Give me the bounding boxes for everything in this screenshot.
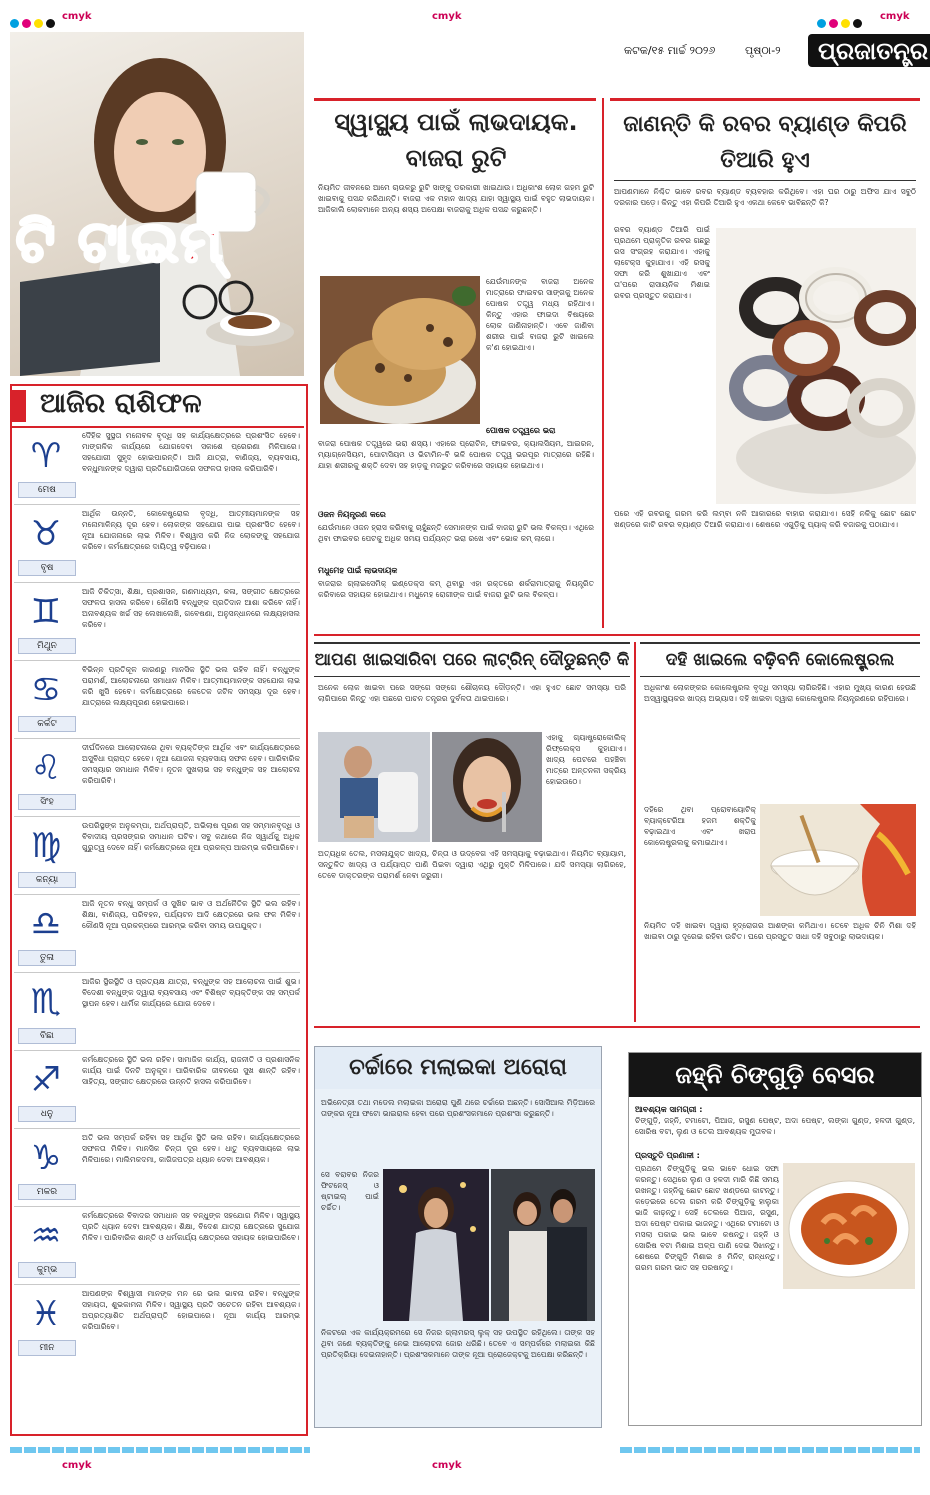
rubberband-top-rule [610,98,920,101]
cmyk-mark-bottom-center: cmyk [432,1460,462,1471]
prawn-ingredients: ଚିଙ୍ଗୁଡ଼ି, ଜହ୍ନି, ଟମାଟୋ, ପିଆଜ, ରସୁଣ ପେଷ୍ଟ, ଅଦା ପେଷ୍ଟ, ଲଙ୍କା ଗୁଣ୍ଡ, ହଳଦୀ ଗୁଣ୍ଡ, ସୋରିଷ ବଟା, ଲୁଣ ଓ ତେଲ ଆବଶ୍ୟକ ମୁତାବକ। [635,1116,915,1136]
malaika-photo-right [491,1169,595,1321]
curd-body: ନିୟମିତ ଦହି ଖାଇବା ଦ୍ୱାରା ହୃଦ୍ରୋଗର ଆଶଙ୍କା କମିଥାଏ। ତେବେ ଅଧିକ ଚିନି ମିଶା ଦହି ଖାଇବା ଠାରୁ ଦୂରେଇ ରହିବା ଉଚିତ। ଘରେ ପ୍ରସ୍ତୁତ ସାଧା ଦହି ସବୁଠାରୁ ଲାଭଦାୟକ। [644,921,916,941]
zodiac-row [14,506,302,582]
zodiac-separator [14,816,300,817]
zodiac-name: କୁମ୍ଭ [18,1262,76,1278]
zodiac-prediction: ଦୈହିକ ସୁସ୍ଥତା ମନୋବଳ ବୃଦ୍ଧି ସହ କାର୍ଯ୍ୟକ୍ଷେତ୍ରରେ ପ୍ରଶଂସିତ ହେବେ। ମାଙ୍ଗଳିକ କାର୍ଯ୍ୟରେ ଯୋଗଦେବା ସକାଶେ ପ୍ରେରଣା ମିଳିପାରେ। ସହଯୋଗୀ ସୁହୃଦ ହୋଇପାରନ୍ତି। ଆଜି ଯାତ୍ରା, ବାଣିଜ୍ୟ, ବ୍ୟବସାୟ, ବନ୍ଧୁମାନଙ୍କ ଦ୍ୱାରା ପ୍ରତିଯୋଗିତାରେ ସଫଳତା ହାସଲ କରିପାରିବି। [82,431,300,473]
scorpio-icon: ♏ [30,982,62,1022]
malaika-photo-left [383,1169,489,1321]
libra-icon: ♎ [30,904,62,944]
latrine-photo-right [432,732,542,842]
curd-title: ଦହି ଖାଇଲେ ବଢ଼ିବନି କୋଲେଷ୍ଟ୍ରଲ [665,650,895,670]
zodiac-row [14,974,302,1050]
bottom-color-bar-left [10,1447,310,1453]
zodiac-name: କନ୍ୟା [18,872,76,888]
rubberband-photo [716,228,916,504]
curd-bowl-illustration [760,804,916,916]
bajra-sub3-text: ବାଜରାର ଗ୍ଲାଇସେମିକ୍ ଇଣ୍ଡେକ୍ସ କମ୍ ଥିବାରୁ ଏହା ରକ୍ତରେ ଶର୍କରାମାତ୍ରାକୁ ନିୟନ୍ତ୍ରିତ କରିବାରେ ସହାୟକ ହୋଇଥାଏ। ମଧୁମେହ ରୋଗୀଙ୍କ ପାଇଁ ବାଜରା ରୁଟି ଭଲ ବିକଳ୍ପ। [318,579,594,599]
zodiac-row [14,1286,302,1362]
woman-with-cup-illustration [10,32,304,376]
gemini-icon: ♊ [30,592,62,632]
zodiac-row [14,584,302,660]
aquarius-icon: ♒ [30,1216,62,1256]
bajra-side-text: ଯେଉଁମାନଙ୍କ ବାଜରା ଅନେକ ମାତ୍ରାରେ ଫାଇବର ସାଙ୍ଗକୁ ଅନେକ ପୋଷକ ତତ୍ତ୍ୱ ମଧ୍ୟ ରହିଥାଏ। କିନ୍ତୁ ଏହାର ଫାଇଦା ବିଷୟରେ ଲୋକ ଜାଣିନାହାନ୍ତି। ଏବେ ଜାଣିବା ଶରୀର ପାଇଁ ବାଜରା ରୁଟି ଖାଇଲେ କ'ଣ ହୋଇଥାଏ। [486,277,594,352]
zodiac-separator [14,894,300,895]
divider-bajra-rubber [602,98,604,628]
cmyk-mark-top-center: cmyk [432,11,462,22]
rubberband-body: ପରେ ଏହି ରବରକୁ ଗରମ କରି ଲମ୍ବା ନଳି ଆକାରରେ ବାହାର କରାଯାଏ। ସେହି ନଳିକୁ ଛୋଟ ଛୋଟ ଖଣ୍ଡରେ କାଟି ରବର ବ୍ୟାଣ୍ଡ ତିଆରି କରାଯାଏ। ଶେଷରେ ଏଗୁଡ଼ିକୁ ପ୍ୟାକ୍ କରି ବଜାରକୁ ପଠାଯାଏ। [614,509,916,529]
dateline: କଟକ/୧୫ ମାର୍ଚ୍ଚ ୨୦୨୬ [624,44,716,57]
zodiac-separator [14,1284,300,1285]
sagittarius-icon: ♐ [30,1060,62,1100]
zodiac-prediction: କର୍ମକ୍ଷେତ୍ରରେ ବିବାଦର ସମାଧାନ ସହ ବନ୍ଧୁଙ୍କ ସହଯୋଗ ମିଳିବ। ସ୍ୱାସ୍ଥ୍ୟ ପ୍ରତି ଧ୍ୟାନ ଦେବା ଆବଶ୍ୟକ। ଶିକ୍ଷା, ବିଦେଶ ଯାତ୍ରା କ୍ଷେତ୍ରରେ ସୁଯୋଗ ମିଳିବ। ପାରିବାରିକ ଶାନ୍ତି ଓ ଧର୍ମକାର୍ଯ୍ୟ କ୍ଷେତ୍ରରେ ସହାୟକ ହୋଇପାରିବେ। [82,1211,300,1242]
curd-side-text: ଦହିରେ ଥିବା ପ୍ରୋବାୟୋଟିକ୍ ବ୍ୟାକ୍ଟେରିଆ ହଜମ ଶକ୍ତିକୁ ବଢ଼ାଇଥାଏ ଏବଂ ଖରାପ କୋଲେଷ୍ଟ୍ରଲକୁ କମାଇଥାଏ। [644,805,756,847]
zodiac-name: ମିଥୁନ [18,638,76,654]
zodiac-separator [14,1206,300,1207]
pisces-icon: ♓ [30,1294,62,1334]
zodiac-separator [14,1050,300,1051]
prawn-dish-photo [783,1163,915,1289]
zodiac-row [14,818,302,894]
latrine-photo-left [318,732,430,842]
zodiac-name: ବିଛା [18,1028,76,1044]
roti-plate-illustration [320,276,480,424]
prawn-article [628,1052,922,1426]
virgo-icon: ♍ [30,826,62,866]
prawn-curry-illustration [783,1163,915,1289]
bajra-intro: ନିୟମିତ ଜୀବନରେ ଆମେ ଚାଉଳରୁ ରୁଟି ସାଙ୍କୁ ଡରକାରୀ ଖାଇଥାଉ। ଅଧିକାଂଶ ଲୋକ ଗହମ ରୁଟି ଖାଇବାକୁ ପସନ୍ଦ କରିଥାନ୍ତି। ବାଜରା ଏକ ମହାନ ଖାଦ୍ୟ ଯାହା ସ୍ୱାସ୍ଥ୍ୟ ପାଇଁ ବହୁତ ଲାଭଦାୟକ। ଆଜିକାଲି ଲୋକମାନେ ଅନ୍ୟ ଶସ୍ୟ ଅପେକ୍ଷା ବାଜରାକୁ ଅଧିକ ପସନ୍ଦ କରୁଛନ୍ତି। [318,183,594,214]
divider-latrine-curd [634,642,636,1022]
bajra-sub2-text: ଯେଉଁମାନେ ଓଜନ ହ୍ରାସ କରିବାକୁ ଚାହୁଁଛନ୍ତି ସେମାନଙ୍କ ପାଇଁ ବାଜରା ରୁଟି ଭଲ ବିକଳ୍ପ। ଏଥିରେ ଥିବା ଫାଇବର ପେଟକୁ ଅଧିକ ସମୟ ପର୍ଯ୍ୟନ୍ତ ଭରା ରଖେ ଏବଂ ଭୋକ କମ୍ ଲାଗେ। [318,523,594,543]
zodiac-separator [14,738,300,739]
rashiphala-title-accent [12,390,26,422]
masthead-brand: ପ୍ରଜାତନ୍ତ୍ର [808,34,930,67]
malaika-side-text: ସେ ବରାବର ନିଜର ଫିଟନେସ୍ ଓ ଷ୍ଟାଇଲ୍ ପାଇଁ ଚର୍ଚ୍ଚିତ। [321,1170,379,1212]
bajra-subhead-2: ଓଜନ ନିୟନ୍ତ୍ରଣ କରେ [318,510,386,519]
knitted-bands-illustration [716,228,916,504]
cmyk-mark-top-left: cmyk [62,11,92,22]
zodiac-name: କର୍କଟ [18,716,76,732]
cancer-icon: ♋ [30,670,62,710]
zodiac-separator [14,582,300,583]
zodiac-prediction: ଉପରିସ୍ଥଙ୍କ ଅନୁକମ୍ପା, ଅର୍ଥପ୍ରାପ୍ତି, ଅଭିଲାଷ ପୂରଣ ସହ ସମ୍ମାନବୃଦ୍ଧି ଓ ବିବାଦୀୟ ପ୍ରସଙ୍ଗର ସମାଧାନ ଘଟିବ। ସବୁ କଥାରେ ନିଜ ସ୍ୱାର୍ଥକୁ ଅଧିକ ଗୁରୁତ୍ୱ ଦେବେ ନାହିଁ। କର୍ମକ୍ଷେତ୍ରରେ ନୂଆ ପ୍ରକଳ୍ପ ଆରମ୍ଭ କରିପାରିବେ। [82,821,300,852]
zodiac-row [14,740,302,816]
zodiac-name: ଧନୁ [18,1106,76,1122]
rubberband-title-line1: ଜାଣନ୍ତି କି ରବର ବ୍ୟାଣ୍ଡ କିପରି [623,112,907,137]
zodiac-prediction: ଆଜି ଚିକିତ୍ସା, ଶିକ୍ଷା, ପ୍ରଶାସନ, ଗଣମାଧ୍ୟମ, କଳା, ସଙ୍ଗୀତ କ୍ଷେତ୍ରରେ ସଫଳତା ହାସଲ କରିବେ। କୌଣସି ବନ୍ଧୁଙ୍କ ପ୍ରତିଦାନ ଆଶା କରିବେ ନାହିଁ। ଅନାବଶ୍ୟକ ଖର୍ଚ୍ଚ ସହ ଲେଖାଲେଖି, ଗବେଷଣା, ଅନୁସନ୍ଧାନରେ ଲକ୍ଷ୍ୟହାସଲ କରିବେ। [82,587,300,629]
aries-icon: ♈ [30,436,62,476]
rubberband-intro: ଆପଣମାନେ ନିଶ୍ଚିତ ଭାବେ ରବର ବ୍ୟାଣ୍ଡ ବ୍ୟବହାର କରିଥିବେ। ଏହା ଘର ଠାରୁ ଅଫିସ ଯାଏ ସବୁଠି ଦରକାର ପଡ଼େ। କିନ୍ତୁ ଏହା କିପରି ତିଆରି ହୁଏ ଏକଥା କେବେ ଭାବିଛନ୍ତି କି? [614,187,916,207]
zodiac-prediction: ଅତି ଭଲ ସମ୍ପର୍କ ରହିବା ସହ ଆର୍ଥିକ ସ୍ଥିତି ଭଲ ରହିବ। କାର୍ଯ୍ୟକ୍ଷେତ୍ରରେ ସଫଳତା ମିଳିବ। ମାନସିକ ଚିନ୍ତା ଦୂର ହେବ। ଧାତୁ ବ୍ୟବସାୟରେ ଲାଭ ମିଳିପାରେ। ମାଲିମକଦମା, କାଗିଜପତ୍ର ଧ୍ୟାନ ଦେବା ଆବଶ୍ୟକ। [82,1133,300,1164]
curd-photo [760,804,916,916]
zodiac-row [14,896,302,972]
zodiac-name: ସିଂହ [18,794,76,810]
bottom-color-bar-right [620,1447,920,1453]
taurus-icon: ♉ [30,514,62,554]
zodiac-name: ମୀନ [18,1340,76,1356]
rashiphala-title: ଆଜିର ରାଶିଫଳ [40,388,202,419]
latrine-title: ଆପଣ ଖାଇସାରିବା ପରେ ଲାଟ୍ରିନ୍ ଦୌଡୁଛନ୍ତି କି [314,650,630,670]
divider-row-1 [314,634,920,636]
woman-eating-illustration [432,732,542,842]
malaika-body: ନିକଟରେ ଏକ କାର୍ଯ୍ୟକ୍ରମରେ ସେ ନିଜର ଗ୍ଲାମରସ୍ ଲୁକ୍ ସହ ଉପସ୍ଥିତ ରହିଥିଲେ। ତାଙ୍କ ସହ ଥିବା ଜଣେ ବ୍ୟକ୍ତିଙ୍କୁ ନେଇ ଆଲୋଚନା ଜୋର ଧରିଛି। ତେବେ ଏ ସମ୍ପର୍କରେ ମଲାଇକା କିଛି ପ୍ରତିକ୍ରିୟା ଦେଇନାହାନ୍ତି। ପ୍ରଶଂସକମାନେ ତାଙ୍କ ନୂଆ ପ୍ରୋଜେକ୍ଟକୁ ଅପେକ୍ଷା କରିଛନ୍ତି। [321,1328,595,1359]
cmyk-dots-right [817,13,865,32]
cmyk-mark-bottom-left: cmyk [62,1460,92,1471]
divider-row-2 [314,1026,920,1028]
couple-illustration [491,1169,595,1321]
zodiac-name: ତୁଳା [18,950,76,966]
bajra-subhead-3: ମଧୁମେହ ପାଇଁ ଲାଭଦାୟକ [318,566,398,575]
zodiac-separator [14,972,300,973]
malaika-intro: ଅଭିନେତ୍ରୀ ତଥା ମଡେଲ ମଲାଇକା ଅରୋରା ପୁଣି ଥରେ ଚର୍ଚ୍ଚାରେ ଅଛନ୍ତି। ସୋସିଆଲ ମିଡ଼ିଆରେ ତାଙ୍କର ନୂଆ ଫଟୋ ଭାଇରାଲ ହେବା ପରେ ପ୍ରଶଂସକମାନେ ପ୍ରଶଂସା କରୁଛନ୍ତି। [321,1098,595,1118]
prawn-title: ଜହ୍ନି ଚିଙ୍ଗୁଡ଼ି ବେସର [675,1061,875,1089]
zodiac-separator [14,504,300,505]
zodiac-prediction: ଆଜିର ସ୍ଥିରସ୍ଥିତି ଓ ପ୍ରତ୍ୟକ୍ଷ ଯାତ୍ରା, ବନ୍ଧୁଙ୍କ ସହ ଆଲୋଚନା ପାଇଁ ଶୁଭ। ବିଦେଶୀ ବନ୍ଧୁଙ୍କ ଦ୍ୱାରା ବ୍ୟବସାୟ ଏବଂ ବିଶିଷ୍ଟ ବ୍ୟକ୍ତିଙ୍କ ସହ ସମ୍ପର୍କ ସ୍ଥାପନ ହେବ। ଧାର୍ମିକ କାର୍ଯ୍ୟରେ ଯୋଗ ଦେବେ। [82,977,300,1008]
rubberband-title-rule [614,180,916,181]
bajra-roti-photo [320,276,480,424]
zodiac-prediction: ଆପଣଙ୍କ ବିଶ୍ୱାସୀ ମାନଙ୍କ ମନ ରେ ଭଲ ଭାବନା ରହିବ। ବନ୍ଧୁଙ୍କ ସହାୟତା, ଶୁଭକାମନା ମିଳିବ। ସ୍ୱାସ୍ଥ୍ୟ ପ୍ରତି ସଚେତନ ରହିବା ଆବଶ୍ୟକ। ଅପ୍ରତ୍ୟାଶିତ ଅର୍ଥପ୍ରାପ୍ତି ହୋଇପାରେ। ନୂଆ କାର୍ଯ୍ୟ ଆରମ୍ଭ କରିପାରିବେ। [82,1289,300,1331]
zodiac-name: ବୃଷ [18,560,76,576]
cmyk-dots-left [10,13,58,32]
latrine-article [314,642,630,1018]
capricorn-icon: ♑ [30,1138,62,1178]
prawn-method: ପ୍ରଥମେ ଚିଙ୍ଗୁଡ଼ିକୁ ଭଲ ଭାବେ ଧୋଇ ସଫା କରନ୍ତୁ। ସେଥିରେ ଲୁଣ ଓ ହଳଦୀ ମାରି କିଛି ସମୟ ରଖନ୍ତୁ। ଜହ୍ନିକୁ ଛୋଟ ଛୋଟ ଖଣ୍ଡରେ କାଟନ୍ତୁ। କଡ଼େଇରେ ତେଲ ଗରମ କରି ଚିଙ୍ଗୁଡ଼ିକୁ ହାଲୁକା ଭାଜି କାଢ଼ନ୍ତୁ। ସେହି ତେଲରେ ପିଆଜ, ରସୁଣ, ଅଦା ପେଷ୍ଟ ପକାଇ ଭାଜନ୍ତୁ। ଏଥିରେ ଟମାଟୋ ଓ ମସଲା ପକାଇ ଭଲ ଭାବେ କଷନ୍ତୁ। ଜହ୍ନି ଓ ସୋରିଷ ବଟା ମିଶାଇ ଅଳ୍ପ ପାଣି ଦେଇ ସିଝାନ୍ତୁ। ଶେଷରେ ଚିଙ୍ଗୁଡ଼ି ମିଶାଇ ୫ ମିନିଟ୍ ରାନ୍ଧନ୍ତୁ। ଗରମ ଗରମ ଭାତ ସହ ପରଷନ୍ତୁ। [635,1164,779,1272]
prawn-method-label: ପ୍ରସ୍ତୁତି ପ୍ରଣାଳୀ : [635,1151,700,1160]
zodiac-prediction: ଦୀର୍ଘଦିନରେ ଆଲୋଚନାରେ ଥିବା ବ୍ୟକ୍ତିଙ୍କ ଆର୍ଥିକ ଏବଂ କାର୍ଯ୍ୟକ୍ଷେତ୍ରରେ ଅସୁବିଧା ପ୍ରାପ୍ତ ହେବେ। ନୂଆ ଯୋଜନା ବ୍ୟବସାୟ ସଫଳ ହେବ। ପାରିବାରିକ ସମସ୍ୟାର ସମାଧାନ ମିଳିବ। ନୂତନ ସୁଖଲାଭ ସହ ବନ୍ଧୁଙ୍କ ସହ ଆଲୋଚନା କରିପାରିବି। [82,743,300,785]
tea-time-title: ଟି ଟାଇମ୍ [16,210,225,275]
zodiac-name: ମେଷ [18,482,76,498]
zodiac-row [14,1130,302,1206]
tea-time-photo [10,32,304,376]
malaika-title: ଚର୍ଚ୍ଚାରେ ମଲାଇକା ଅରୋରା [349,1055,567,1080]
zodiac-separator [14,1128,300,1129]
zodiac-row [14,662,302,738]
malaika-article [314,1046,602,1428]
toilet-person-illustration [318,732,430,842]
bajra-article [314,98,596,628]
zodiac-prediction: ଆଜି ନୂତନ ବନ୍ଧୁ ସମ୍ପର୍କ ଓ ସୁଖିଚ ଭାବ ଓ ଅର୍ଥନୈତିକ ସ୍ଥିତି ଭଲ ରହିବ। ଶିକ୍ଷା, ବାଣିଜ୍ୟ, ପରିବହନ, ପର୍ଯ୍ୟଟନ ଆଦି କ୍ଷେତ୍ରରେ ଭଲ ଫଳ ମିଳିବ। କୌଣସି ନୂଆ ପ୍ରକଳ୍ପରେ ଆରମ୍ଭ କରିବା ସମୟ ଉପଯୁକ୍ତ। [82,899,300,930]
latrine-intro: ଅନେକ ଲୋକ ଖାଇବା ପରେ ସଙ୍ଗେ ସଙ୍ଗେ ଶୌଚାଳୟ ଦୌଡ଼ନ୍ତି। ଏହା ହୁଏତ ଛୋଟ ସମସ୍ୟା ପରି ଲାଗିପାରେ କିନ୍ତୁ ଏହା ପଛରେ ପାଚନ ତନ୍ତ୍ରର ଦୁର୍ବଳତା ଥାଇପାରେ। [318,683,626,703]
prawn-ingredients-label: ଆବଶ୍ୟକ ସାମଗ୍ରୀ : [635,1105,703,1114]
latrine-body: ଅତ୍ୟଧିକ ତେଲ, ମସଲାଯୁକ୍ତ ଖାଦ୍ୟ, ଚିନ୍ତା ଓ ଉଦ୍ବେଗ ଏହି ସମସ୍ୟାକୁ ବଢ଼ାଇଥାଏ। ନିୟମିତ ବ୍ୟାୟାମ, ସନ୍ତୁଳିତ ଖାଦ୍ୟ ଓ ପର୍ଯ୍ୟାପ୍ତ ପାଣି ପିଇବା ଦ୍ୱାରା ଏଥିରୁ ମୁକ୍ତି ମିଳିପାରେ। ଯଦି ସମସ୍ୟା ଲାଗିରହେ, ତେବେ ଡାକ୍ତରଙ୍କ ପରାମର୍ଶ ନେବା ଜରୁରୀ। [318,849,626,880]
zodiac-row [14,1052,302,1128]
latrine-side-text: ଏହାକୁ ଗ୍ୟାଷ୍ଟ୍ରୋକୋଲିକ୍ ରିଫ୍ଲେକ୍ସ କୁହାଯାଏ। ଖାଦ୍ୟ ପେଟରେ ପହଞ୍ଚିବା ମାତ୍ରେ ଅନ୍ତନଳୀ ସକ୍ରିୟ ହୋଇଉଠେ। [546,733,626,786]
rubberband-title-line2: ତିଆରି ହୁଏ [720,148,810,173]
zodiac-row [14,428,302,504]
bajra-top-rule [314,98,596,101]
rubberband-article [610,98,920,628]
curd-title-underline [640,676,920,677]
cmyk-mark-top-right: cmyk [880,11,910,22]
latrine-title-rule [314,642,630,644]
bajra-title-line2: ବାଜରା ରୁଟି [405,144,507,172]
bajra-sub1-text: ବାଜରା ପୋଷକ ତତ୍ତ୍ୱରେ ଭରା ଶସ୍ୟ। ଏହାରେ ପ୍ରୋଟିନ, ଫାଇବର, କ୍ୟାଲସିୟମ, ଆଇରନ, ମ୍ୟାଗ୍ନେସିୟମ, ପୋଟାସିୟମ ଓ ଭିଟାମିନ-ବି ଭଳି ପୋଷକ ତତ୍ତ୍ୱ ଭରପୂର ମାତ୍ରାରେ ରହିଛି। ଯାହା ଶରୀରକୁ ଶକ୍ତି ଦେବା ସହ ହାଡ଼କୁ ମଜଭୁତ କରିବାରେ ସହାୟକ ହୋଇଥାଏ। [318,439,594,470]
zodiac-prediction: ଆର୍ଥିକ ଉନ୍ନତି, କୋଳେଷ୍ଟ୍ରୋଲ ବୃଦ୍ଧି, ଆତ୍ମୀୟମାନଙ୍କ ସହ ମନୋମାଳିନ୍ୟ ଦୂର ହେବ। ଲୋକଙ୍କ ସହଯୋଗ ପାଇ ପ୍ରଶଂସିତ ହେବେ। ନୂଆ ଯୋଜନାରେ ଲାଭ ମିଳିବ। ବିଶ୍ୱାସ କରି ନିଜ ଲୋକଙ୍କୁ ସହଯୋଗ କରିବେ। କର୍ମକ୍ଷେତ୍ରରେ ଦାୟିତ୍ୱ ବଢ଼ିପାରେ। [82,509,300,551]
zodiac-prediction: ବିଭିନ୍ନ ପ୍ରତିକୂଳ କାରଣରୁ ମାନସିକ ସ୍ଥିତି ଭଲ ରହିବ ନାହିଁ। ବନ୍ଧୁଙ୍କ ପରାମର୍ଶ, ଆଲୋଚନାରେ ସମାଧାନ ମିଳିବ। ଆତ୍ମୀୟମାନଙ୍କ ସହଯୋଗ ଲାଭ କରି ଖୁସି ହେବେ। କର୍ମକ୍ଷେତ୍ରରେ କେତେକ ଜଟିଳ ସମସ୍ୟା ଦୂର ହେବ। ଯାତ୍ରାରେ ଲକ୍ଷ୍ୟପୂରଣ ହୋଇପାରେ। [82,665,300,707]
actress-illustration [383,1169,489,1321]
curd-intro: ଅଧିକାଂଶ ଲୋକଙ୍କର କୋଲେଷ୍ଟ୍ରଲ ବୃଦ୍ଧି ସମସ୍ୟା ଲାଗିରହିଛି। ଏହାର ମୁଖ୍ୟ କାରଣ ହେଉଛି ଅସ୍ୱାସ୍ଥ୍ୟକର ଖାଦ୍ୟ ଅଭ୍ୟାସ। ଦହି ଖାଇବା ଦ୍ୱାରା କୋଲେଷ୍ଟ୍ରଲ ନିୟନ୍ତ୍ରଣରେ ରହିପାରେ। [644,683,916,703]
bajra-subhead-1: ପୋଷକ ତତ୍ତ୍ୱରେ ଭରା [486,426,556,435]
zodiac-separator [14,660,300,661]
rubberband-side-text: ରବର ବ୍ୟାଣ୍ଡ ତିଆରି ପାଇଁ ପ୍ରଥମେ ପ୍ରାକୃତିକ ରବର ଗଛରୁ ରସ ସଂଗ୍ରହ କରାଯାଏ। ଏହାକୁ ଲାଟେକ୍ସ କୁହାଯାଏ। ଏହି ରସକୁ ସଫା କରି ଶୁଖାଯାଏ ଏବଂ ତା'ପରେ ରାସାୟନିକ ମିଶାଇ ରବର ପ୍ରସ୍ତୁତ କରାଯାଏ। [614,225,710,300]
zodiac-name: ମକର [18,1184,76,1200]
curd-article [640,642,920,1018]
zodiac-row [14,1208,302,1284]
curd-title-rule [640,642,920,644]
bajra-title-line1: ସ୍ୱାସ୍ଥ୍ୟ ପାଇଁ ଲାଭଦାୟକ. [334,108,578,136]
zodiac-prediction: କର୍ମକ୍ଷେତ୍ରରେ ସ୍ଥିତି ଭଲ ରହିବ। ସାମାଜିକ କାର୍ଯ୍ୟ, ରାଜନୀତି ଓ ପ୍ରଶାସନିକ କାର୍ଯ୍ୟ ପାଇଁ ଦିନଟି ଅନୁକୂଳ। ପାରିବାରିକ ଜୀବନରେ ସୁଖ ଶାନ୍ତି ରହିବ। ସାହିତ୍ୟ, ସଙ୍ଗୀତ କ୍ଷେତ୍ରରେ ଉନ୍ନତି ହାସଲ କରିପାରିବେ। [82,1055,300,1086]
latrine-title-underline [314,676,630,677]
leo-icon: ♌ [30,748,62,788]
page-number: ପୃଷ୍ଠା-୨ [745,44,781,57]
